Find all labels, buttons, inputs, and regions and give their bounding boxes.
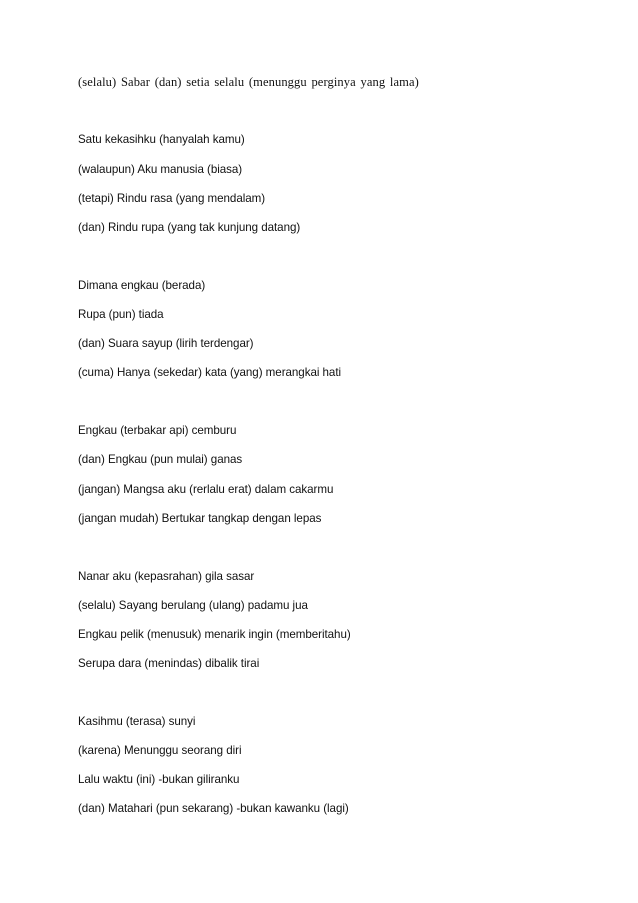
stanza-1-line-4: (dan) Rindu rupa (yang tak kunjung datang)	[78, 221, 301, 234]
stanza-5-line-3: Lalu waktu (ini) -bukan giliranku	[78, 773, 240, 786]
stanza-4-line-2: (selalu) Sayang berulang (ulang) padamu jua	[78, 599, 308, 612]
stanza-3-line-4: (jangan mudah) Bertukar tangkap dengan lepas	[78, 512, 322, 525]
stanza-4-line-1: Nanar aku (kepasrahan) gila sasar	[78, 570, 255, 583]
stanza-5-line-2: (karena) Menunggu seorang diri	[78, 744, 242, 757]
intro-line: (selalu) Sabar (dan) setia selalu (menunggu perginya yang lama)	[78, 75, 419, 89]
stanza-2-line-1: Dimana engkau (berada)	[78, 279, 206, 292]
stanza-3-line-1: Engkau (terbakar api) cemburu	[78, 424, 237, 437]
stanza-4-line-4: Serupa dara (menindas) dibalik tirai	[78, 657, 260, 670]
stanza-3-line-3: (jangan) Mangsa aku (rerlalu erat) dalam cakarmu	[78, 483, 334, 496]
stanza-2-line-2: Rupa (pun) tiada	[78, 308, 164, 321]
stanza-1-line-2: (walaupun) Aku manusia (biasa)	[78, 163, 243, 176]
stanza-3-line-2: (dan) Engkau (pun mulai) ganas	[78, 453, 243, 466]
stanza-4-line-3: Engkau pelik (menusuk) menarik ingin (memberitahu)	[78, 628, 351, 641]
stanza-1-line-1: Satu kekasihku (hanyalah kamu)	[78, 133, 245, 146]
stanza-1-line-3: (tetapi) Rindu rasa (yang mendalam)	[78, 192, 266, 205]
stanza-2-line-3: (dan) Suara sayup (lirih terdengar)	[78, 337, 254, 350]
stanza-2-line-4: (cuma) Hanya (sekedar) kata (yang) merangkai hati	[78, 366, 342, 379]
stanza-5-line-1: Kasihmu (terasa) sunyi	[78, 715, 196, 728]
stanza-5-line-4: (dan) Matahari (pun sekarang) -bukan kawanku (lagi)	[78, 802, 349, 815]
